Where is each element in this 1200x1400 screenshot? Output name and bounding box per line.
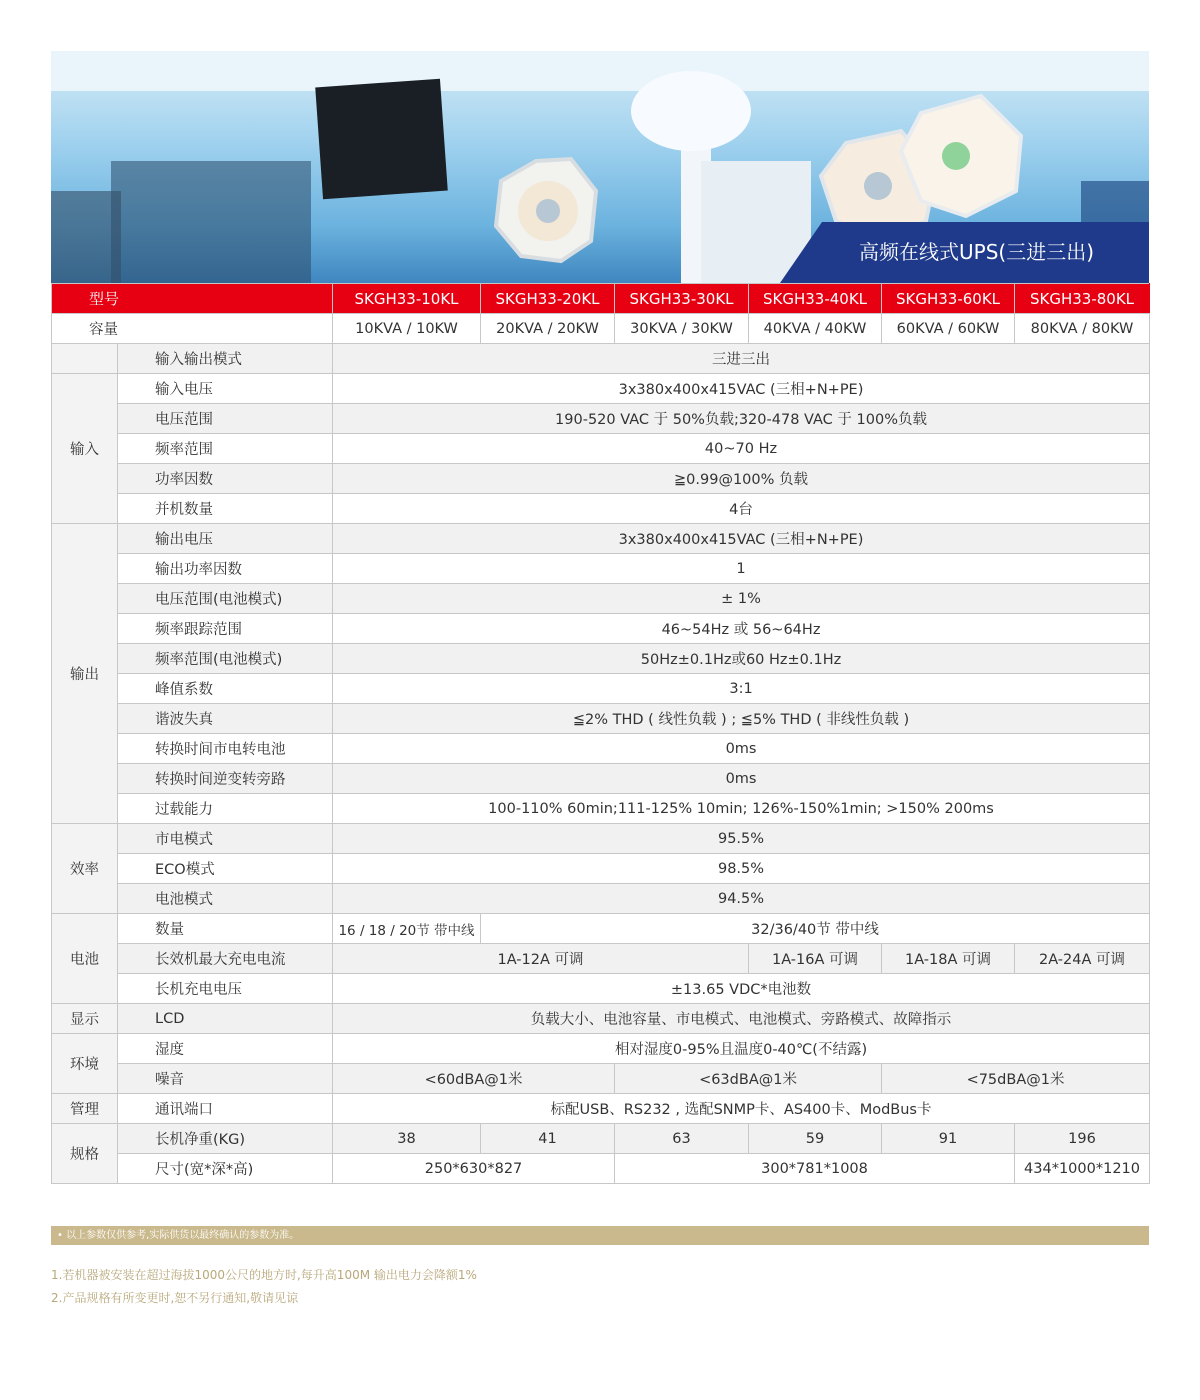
row-value: 41 <box>481 1124 615 1154</box>
table-row <box>52 884 1150 914</box>
row-label: 频率跟踪范围 <box>118 614 333 644</box>
row-label: 并机数量 <box>118 494 333 524</box>
capacity-cell: 20KVA / 20KW <box>481 314 615 344</box>
row-label: 频率范围 <box>118 434 333 464</box>
row-value: 434*1000*1210 <box>1015 1154 1150 1184</box>
capacity-row <box>52 314 1150 344</box>
model-cell: SKGH33-80KL <box>1015 284 1150 314</box>
row-value: 32/36/40节 带中线 <box>481 914 1150 944</box>
model-cell: SKGH33-30KL <box>615 284 749 314</box>
row-value: 63 <box>615 1124 749 1154</box>
group-label-efficiency: 效率 <box>52 824 118 914</box>
row-value: 三进三出 <box>333 344 1150 374</box>
row-value: 3x380x400x415VAC (三相+N+PE) <box>333 374 1150 404</box>
group-label-input: 输入 <box>52 374 118 524</box>
capacity-cell: 30KVA / 30KW <box>615 314 749 344</box>
row-value: ±13.65 VDC*电池数 <box>333 974 1150 1004</box>
row-value: 3x380x400x415VAC (三相+N+PE) <box>333 524 1150 554</box>
table-row <box>52 1124 1150 1154</box>
row-value: 1A-16A 可调 <box>749 944 882 974</box>
model-cell: SKGH33-40KL <box>749 284 882 314</box>
row-value: 94.5% <box>333 884 1150 914</box>
row-value: 负载大小、电池容量、市电模式、电池模式、旁路模式、故障指示 <box>333 1004 1150 1034</box>
row-label: 湿度 <box>118 1034 333 1064</box>
page-title: 高频在线式UPS(三进三出) <box>859 240 1094 264</box>
row-value: 2A-24A 可调 <box>1015 944 1150 974</box>
row-label: 输出电压 <box>118 524 333 554</box>
table-row <box>52 914 1150 944</box>
table-row <box>52 494 1150 524</box>
row-label: 过载能力 <box>118 794 333 824</box>
row-label: 尺寸(宽*深*高) <box>118 1154 333 1184</box>
row-value: 4台 <box>333 494 1150 524</box>
row-value: 50Hz±0.1Hz或60 Hz±0.1Hz <box>333 644 1150 674</box>
row-label: 市电模式 <box>118 824 333 854</box>
row-label: 通讯端口 <box>118 1094 333 1124</box>
table-row <box>52 1154 1150 1184</box>
table-row <box>52 974 1150 1004</box>
capacity-cell: 60KVA / 60KW <box>882 314 1015 344</box>
table-row <box>52 794 1150 824</box>
row-value: 40~70 Hz <box>333 434 1150 464</box>
disclaimer-bar: • 以上参数仅供参考,实际供货以最终确认的参数为准。 <box>51 1226 1149 1245</box>
model-cell: SKGH33-20KL <box>481 284 615 314</box>
row-value: 190-520 VAC 于 50%负载;320-478 VAC 于 100%负载 <box>333 404 1150 434</box>
row-value: 1A-12A 可调 <box>333 944 749 974</box>
capacity-cell: 80KVA / 80KW <box>1015 314 1150 344</box>
capacity-label: 容量 <box>52 314 333 344</box>
table-row <box>52 1004 1150 1034</box>
row-label: LCD <box>118 1004 333 1034</box>
table-row <box>52 824 1150 854</box>
table-row <box>52 374 1150 404</box>
row-label: 电压范围 <box>118 404 333 434</box>
table-row <box>52 434 1150 464</box>
row-value: ≦2% THD ( 线性负载 ) ; ≦5% THD ( 非线性负载 ) <box>333 704 1150 734</box>
table-row <box>52 554 1150 584</box>
model-header-row <box>52 284 1150 314</box>
row-value: 0ms <box>333 734 1150 764</box>
group-label-battery: 电池 <box>52 914 118 1004</box>
row-label: 长效机最大充电电流 <box>118 944 333 974</box>
table-row <box>52 404 1150 434</box>
spec-table <box>51 283 1150 1184</box>
row-label: 电池模式 <box>118 884 333 914</box>
row-label: ECO模式 <box>118 854 333 884</box>
model-cell: SKGH33-60KL <box>882 284 1015 314</box>
table-row <box>52 734 1150 764</box>
row-value: 38 <box>333 1124 481 1154</box>
row-value: <60dBA@1米 <box>333 1064 615 1094</box>
row-value: <63dBA@1米 <box>615 1064 882 1094</box>
group-label-environment: 环境 <box>52 1034 118 1094</box>
footnote: 2.产品规格有所变更时,恕不另行通知,敬请见谅 <box>51 1291 299 1305</box>
capacity-cell: 40KVA / 40KW <box>749 314 882 344</box>
table-row <box>52 464 1150 494</box>
row-value: 标配USB、RS232 , 选配SNMP卡、AS400卡、ModBus卡 <box>333 1094 1150 1124</box>
row-value: <75dBA@1米 <box>882 1064 1150 1094</box>
model-cell: SKGH33-10KL <box>333 284 481 314</box>
table-row <box>52 584 1150 614</box>
row-value: 16 / 18 / 20节 带中线 <box>333 914 481 944</box>
row-value: ± 1% <box>333 584 1150 614</box>
row-label: 长机净重(KG) <box>118 1124 333 1154</box>
table-row <box>52 674 1150 704</box>
row-label: 电压范围(电池模式) <box>118 584 333 614</box>
row-label: 输出功率因数 <box>118 554 333 584</box>
row-label: 峰值系数 <box>118 674 333 704</box>
row-label: 噪音 <box>118 1064 333 1094</box>
group-label-management: 管理 <box>52 1094 118 1124</box>
group-label-display: 显示 <box>52 1004 118 1034</box>
table-row <box>52 614 1150 644</box>
row-value: 98.5% <box>333 854 1150 884</box>
footnote: 1.若机器被安装在超过海拔1000公尺的地方时,每升高100M 输出电力会降额1% <box>51 1268 477 1282</box>
row-label: 转换时间逆变转旁路 <box>118 764 333 794</box>
table-row <box>52 344 1150 374</box>
group-label-output: 输出 <box>52 524 118 824</box>
row-label: 功率因数 <box>118 464 333 494</box>
table-row <box>52 524 1150 554</box>
table-row <box>52 764 1150 794</box>
table-row <box>52 644 1150 674</box>
table-row <box>52 944 1150 974</box>
model-label: 型号 <box>52 284 333 314</box>
row-label: 输入输出模式 <box>118 344 333 374</box>
row-value: 3:1 <box>333 674 1150 704</box>
table-row <box>52 854 1150 884</box>
row-value: 91 <box>882 1124 1015 1154</box>
capacity-cell: 10KVA / 10KW <box>333 314 481 344</box>
table-row <box>52 1064 1150 1094</box>
row-value: 196 <box>1015 1124 1150 1154</box>
group-label-specs: 规格 <box>52 1124 118 1184</box>
row-label: 转换时间市电转电池 <box>118 734 333 764</box>
row-value: 相对湿度0-95%且温度0-40℃(不结露) <box>333 1034 1150 1064</box>
row-label: 数量 <box>118 914 333 944</box>
table-row <box>52 1034 1150 1064</box>
row-label: 长机充电电压 <box>118 974 333 1004</box>
row-value: 300*781*1008 <box>615 1154 1015 1184</box>
row-label: 频率范围(电池模式) <box>118 644 333 674</box>
row-value: 100-110% 60min;111-125% 10min; 126%-150%1min; >150% 200ms <box>333 794 1150 824</box>
table-row <box>52 1094 1150 1124</box>
row-value: 1 <box>333 554 1150 584</box>
row-value: 95.5% <box>333 824 1150 854</box>
row-value: 0ms <box>333 764 1150 794</box>
table-row <box>52 704 1150 734</box>
row-value: 250*630*827 <box>333 1154 615 1184</box>
row-label: 输入电压 <box>118 374 333 404</box>
row-label: 谐波失真 <box>118 704 333 734</box>
row-value: 59 <box>749 1124 882 1154</box>
row-value: 46~54Hz 或 56~64Hz <box>333 614 1150 644</box>
row-value: 1A-18A 可调 <box>882 944 1015 974</box>
row-value: ≧0.99@100% 负载 <box>333 464 1150 494</box>
